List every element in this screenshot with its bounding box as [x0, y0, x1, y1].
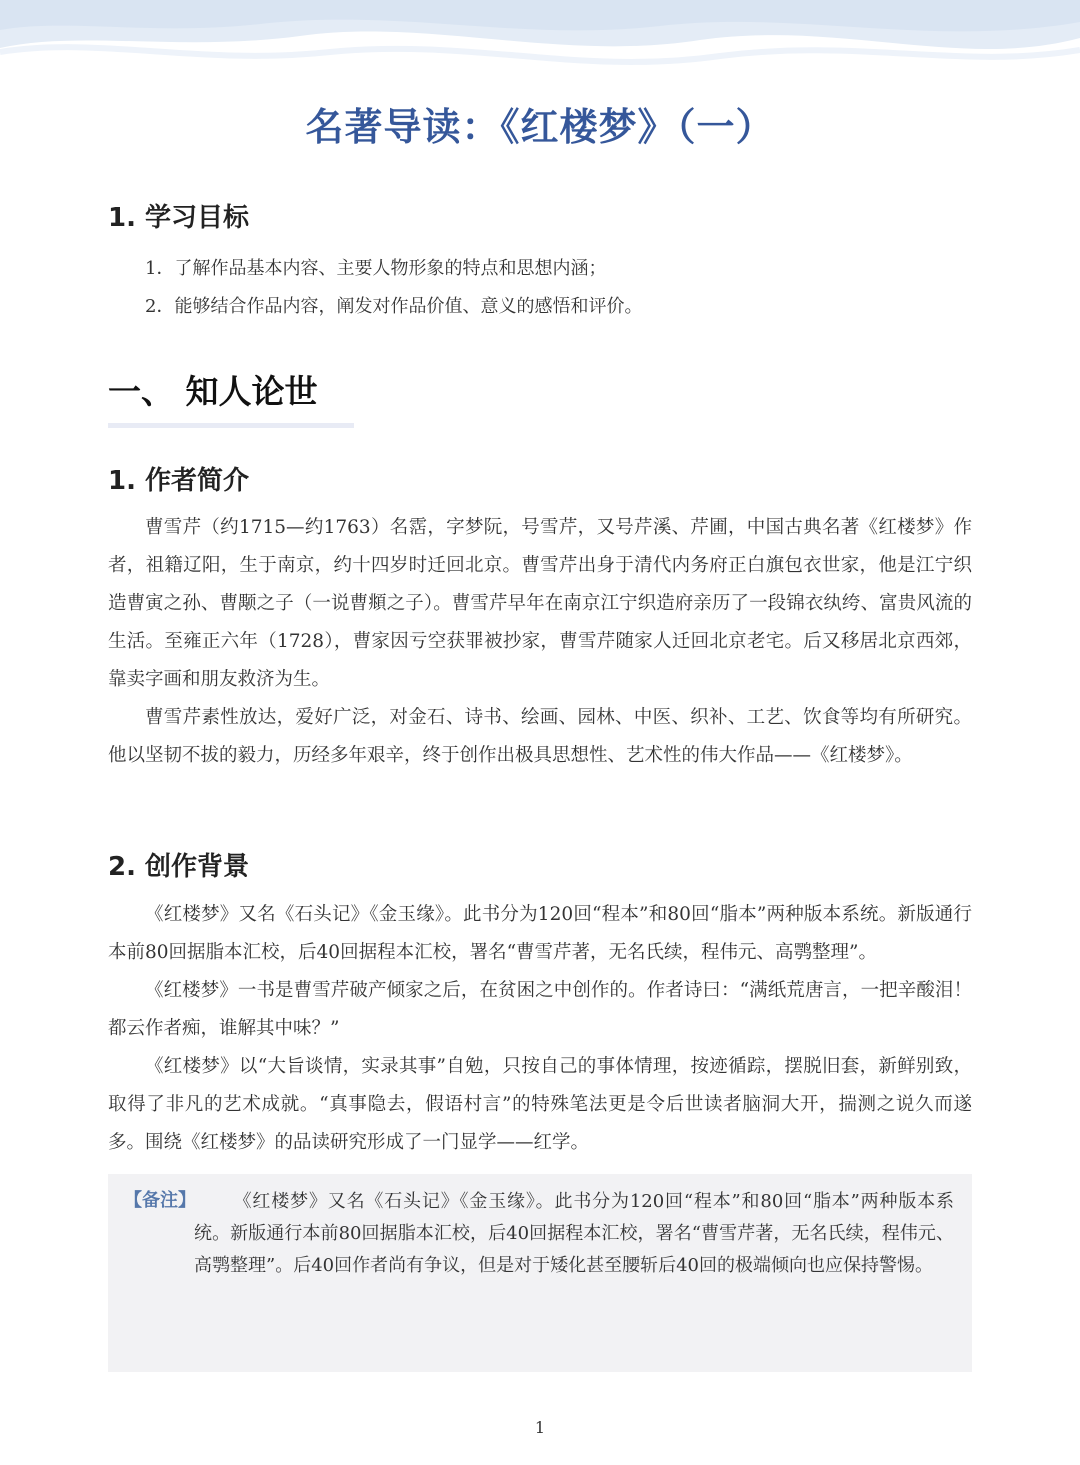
page-title: 名著导读：《红楼梦》（一）	[305, 105, 775, 149]
paragraph: 《红楼梦》以“大旨谈情，实录其事”自勉，只按自己的事体情理，按迹循踪，摆脱旧套，新鲜别致，取得了非凡的艺术成就。“真事隐去，假语村言”的特殊笔法更是令后世读者脑洞大开，揣测之说久而遂多。围绕《红楼梦》的品读研究形成了一门显学——红学。	[108, 1056, 972, 1153]
chapter-heading: 一、 知人论世	[108, 372, 318, 411]
note-text: 《红楼梦》又名《石头记》《金玉缘》。此书分为120回“程本”和80回“脂本”两种版本系统。新版通行本前80回据脂本汇校，后40回据程本汇校，署名“曹雪芹著，无名氏续，程伟元、高鹗整理”。后40回作者尚有争议，但是对于矮化甚至腰斩后40回的极端倾向也应保持警惕。	[194, 1191, 954, 1276]
paragraph: 《红楼梦》又名《石头记》《金玉缘》。此书分为120回“程本”和80回“脂本”两种版本系统。新版通行本前80回据脂本汇校，后40回据程本汇校，署名“曹雪芹著，无名氏续，程伟元、高鹗整理”。	[108, 904, 972, 963]
learning-goals-heading: 1. 学习目标	[108, 203, 250, 233]
author-intro-heading: 1. 作者简介	[108, 466, 250, 496]
learning-goals-list	[145, 250, 642, 326]
paragraph: 《红楼梦》一书是曹雪芹破产倾家之后，在贫困之中创作的。作者诗曰：“满纸荒唐言，一把辛酸泪！都云作者痴，谁解其中味？”	[108, 980, 972, 1039]
paragraph: 曹雪芹（约1715—约1763）名霑，字梦阮，号雪芹，又号芹溪、芹圃，中国古典名著《红楼梦》作者，祖籍辽阳，生于南京，约十四岁时迁回北京。曹雪芹出身于清代内务府正白旗包衣世家，他是江宁织造曹寅之孙、曹颙之子（一说曹頫之子）。曹雪芹早年在南京江宁织造府亲历了一段锦衣纨绔、富贵风流的生活。至雍正六年（1728），曹家因亏空获罪被抄家，曹雪芹随家人迁回北京老宅。后又移居北京西郊，靠卖字画和朋友救济为生。	[108, 517, 972, 690]
background-heading: 2. 创作背景	[108, 852, 250, 882]
paragraph: 曹雪芹素性放达，爱好广泛，对金石、诗书、绘画、园林、中医、织补、工艺、饮食等均有所研究。他以坚韧不拔的毅力，历经多年艰辛，终于创作出极具思想性、艺术性的伟大作品——《红楼梦》。	[108, 707, 972, 766]
chapter-heading-underline	[108, 423, 354, 428]
list-item: 2．能够结合作品内容，阐发对作品价值、意义的感悟和评价。	[145, 296, 643, 317]
note-box	[108, 1174, 972, 1372]
background-body	[108, 896, 972, 1162]
author-intro-body	[108, 509, 972, 775]
page-number: 1	[534, 1418, 546, 1437]
note-label: 【备注】	[124, 1190, 196, 1211]
list-item: 1．了解作品基本内容、主要人物形象的特点和思想内涵；	[145, 258, 607, 279]
header-wave-decoration	[0, 0, 1080, 90]
